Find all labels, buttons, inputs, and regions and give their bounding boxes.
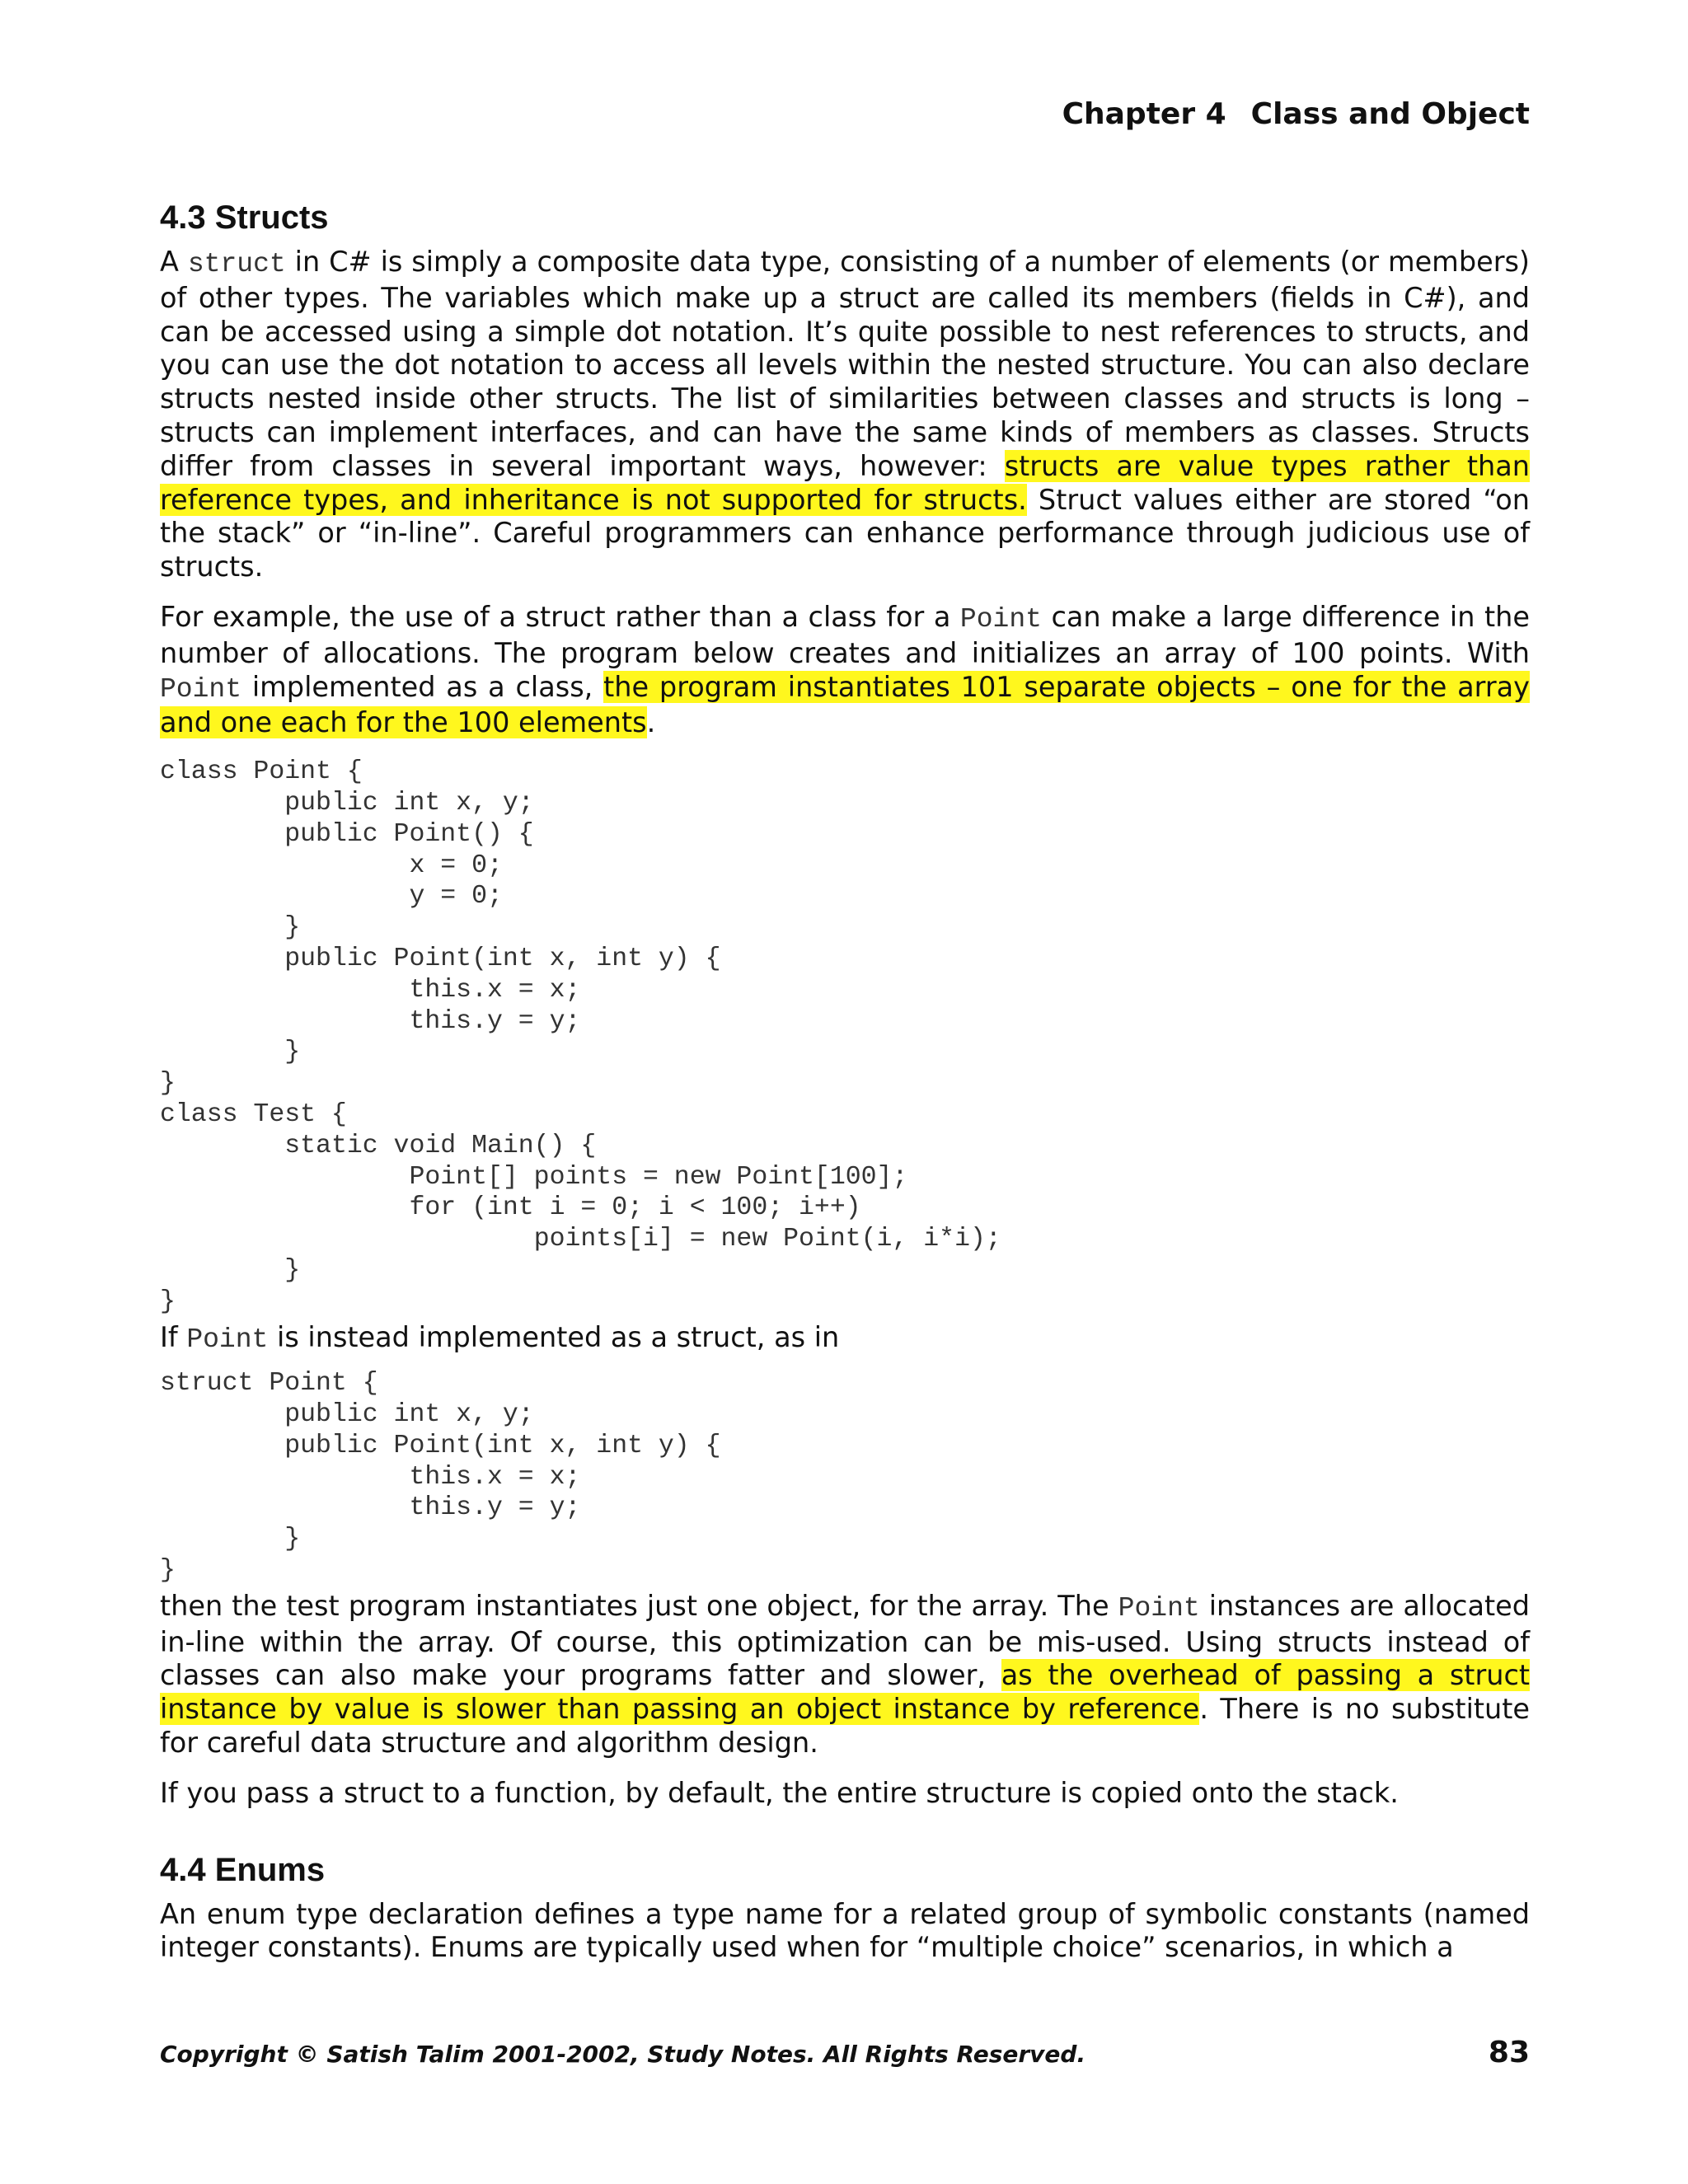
highlighted-text: as the overhead of passing a struct instance by value is slower than passing an object instance by reference bbox=[160, 1659, 1531, 1726]
chapter-title: Class and Object bbox=[1250, 97, 1530, 131]
inline-code: Point bbox=[1118, 1592, 1200, 1624]
inline-code: struct bbox=[187, 249, 286, 279]
inline-code: Point bbox=[160, 673, 242, 705]
highlighted-text: structs are value types rather than reference types, and inheritance is not supported for structs. bbox=[160, 449, 1530, 516]
highlighted-text: the program instantiates 101 separate objects – one for the array and one each for the 100 elements bbox=[160, 670, 1530, 739]
inline-code: Point bbox=[186, 1324, 269, 1355]
page-number: 83 bbox=[1488, 2036, 1530, 2069]
page-footer bbox=[160, 2036, 1530, 2069]
section-heading-structs: 4.3 Structs bbox=[160, 199, 329, 236]
running-header bbox=[160, 97, 1530, 131]
paragraph-enums-intro: An enum type declaration defines a type name for a related group of symbolic constants (named integer constants). Enums are typically used when for “multiple choice” scenarios, in which a bbox=[160, 1897, 1530, 1964]
copyright-notice: Copyright © Satish Talim 2001-2002, Study Notes. All Rights Reserved. bbox=[160, 2041, 1086, 2068]
paragraph-structs-intro: A struct in C# is simply a composite data type, consisting of a number of elements (or members) of other types. The variables which make up a struct are called its members (fields in C#), and can be accessed using a simple dot notation. It’s quite possible to nest references to structs, and you can use the dot notation to access all levels within the nested structure. You can also declare structs nested inside other structs. The list of similarities between classes and structs is long – structs can implement interfaces, and can have the same kinds of members as classes. Structs differ from classes in several important ways, however: structs are value types rather than reference types, and inheritance is not supported for structs. Struct values either are stored “on the stack” or “in-line”. Careful programmers can enhance performance through judicious use of structs. bbox=[160, 246, 1530, 583]
section-heading-enums: 4.4 Enums bbox=[160, 1851, 326, 1888]
inline-code: Point bbox=[959, 603, 1042, 635]
paragraph-point-example: For example, the use of a struct rather than a class for a Point can make a large difference in the number of allocations. The program below creates and initializes an array of 100 points. With Point implemented as a class, the program instantiates 101 separate objects – one for the array and one each for the 100 elements. bbox=[160, 600, 1530, 739]
code-block-struct-point: struct Point { public int x, y; public Point(int x, int y) { this.x = x; this.y = y; } } bbox=[160, 1369, 721, 1586]
paragraph-struct-instead: If Point is instead implemented as a struct, as in bbox=[160, 1320, 840, 1355]
paragraph-inline-allocation: then the test program instantiates just one object, for the array. The Point instances are allocated in-line within the array. Of course, this optimization can be mis-used. Using structs instead of classes can also make your programs fatter and slower, as the overhead of passing a struct instance by value is slower than passing an object instance by reference. There is no substitute for careful data structure and algorithm design. bbox=[160, 1589, 1531, 1760]
page-content bbox=[160, 198, 1530, 1981]
chapter-number: Chapter 4 bbox=[1062, 97, 1226, 131]
paragraph-struct-copy: If you pass a struct to a function, by default, the entire structure is copied onto the stack. bbox=[160, 1776, 1399, 1809]
code-block-class-point: class Point { public int x, y; public Point() { x = 0; y = 0; } public Point(int x, int y) { this.x = x; this.y = y; } } class Test { static void Main() { Point[] points = new Point[100]; for (int i = 0; i < 100; i++) points[i] = new Point(i, i*i); } } bbox=[160, 757, 1001, 1316]
